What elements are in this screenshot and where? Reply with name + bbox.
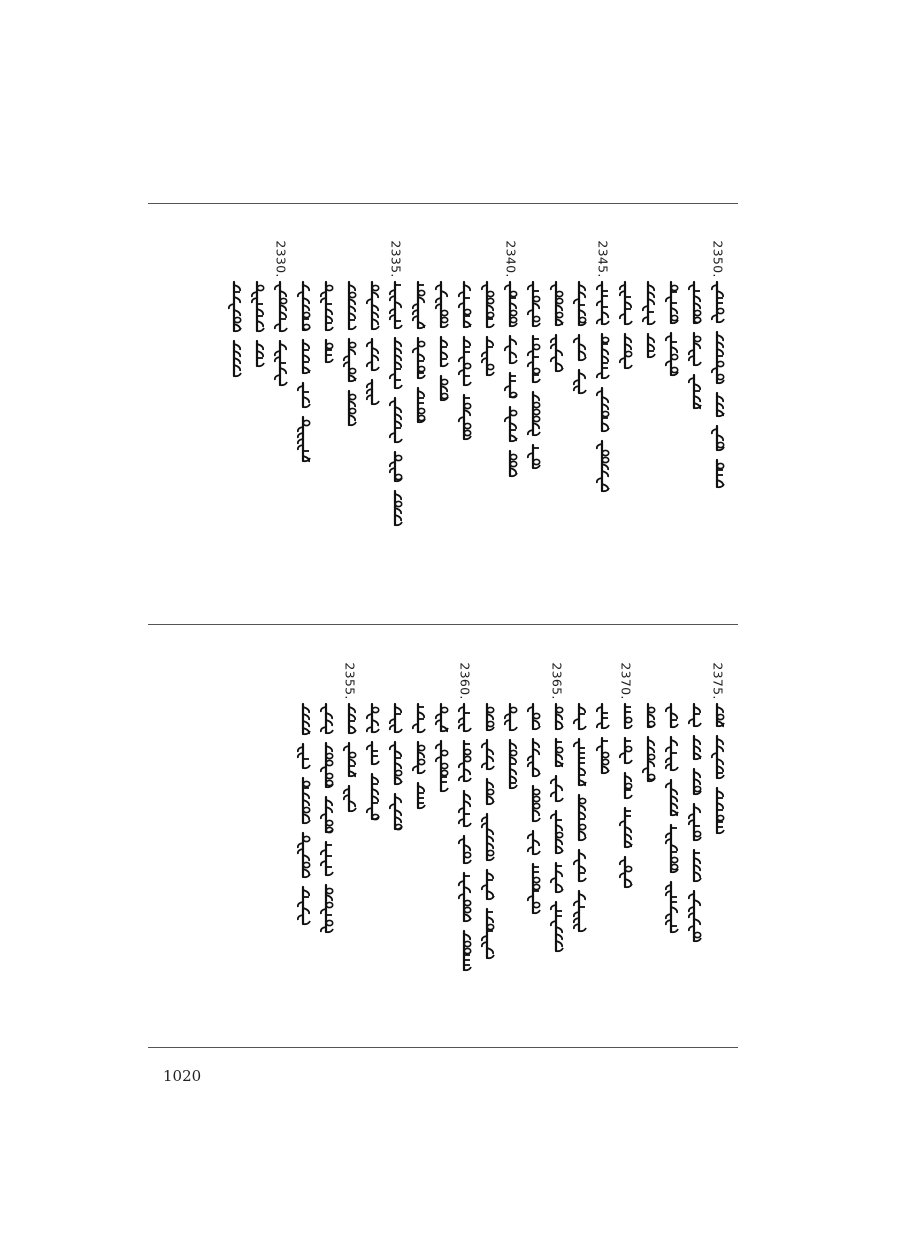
script-word — [275, 341, 287, 385]
script-word — [390, 742, 402, 784]
verse-number — [523, 662, 545, 700]
script-word — [459, 395, 471, 439]
verse-number — [615, 240, 637, 278]
script-word — [459, 791, 471, 826]
mongolian-script-line — [387, 702, 405, 833]
script-word — [436, 704, 448, 732]
verse-number-label: 2370. — [618, 662, 634, 700]
script-word — [482, 740, 494, 769]
mongolian-script-line — [617, 702, 635, 891]
script-word — [303, 704, 310, 734]
verse-number — [661, 240, 683, 278]
mongolian-script-line — [433, 280, 451, 404]
script-word — [689, 804, 701, 840]
script-word — [528, 392, 540, 435]
script-word — [367, 339, 379, 370]
script-word — [528, 445, 540, 468]
script-word — [413, 282, 425, 328]
script-word — [344, 339, 356, 381]
script-word — [321, 842, 333, 875]
script-glyph-svg — [249, 280, 267, 370]
script-word — [505, 704, 517, 730]
script-word — [298, 282, 310, 330]
script-word — [648, 334, 655, 357]
script-glyph-svg — [686, 702, 704, 945]
mongolian-script-line — [709, 280, 727, 491]
script-word — [528, 864, 540, 913]
verse-number — [569, 240, 591, 278]
verse-number — [293, 662, 315, 700]
mongolian-script-line — [709, 702, 727, 837]
verse-number — [500, 240, 522, 278]
verse-number — [362, 662, 384, 700]
script-word — [551, 776, 563, 801]
script-glyph-svg — [525, 702, 543, 917]
mongolian-script-line — [663, 280, 681, 379]
script-word — [298, 417, 310, 462]
script-word — [666, 737, 678, 770]
mongolian-script-line — [686, 280, 704, 412]
mongolian-script-line — [249, 280, 267, 370]
script-word — [298, 887, 310, 924]
script-word — [459, 873, 471, 921]
mongolian-script-line — [410, 702, 428, 812]
verse-number — [707, 240, 729, 278]
script-glyph-svg — [502, 702, 520, 792]
script-word — [597, 738, 609, 773]
middle-rule — [148, 624, 738, 625]
script-word — [505, 336, 517, 363]
script-word — [625, 704, 632, 728]
script-word — [487, 704, 494, 730]
mongolian-script-line — [479, 280, 497, 379]
verse-number — [477, 240, 499, 278]
verse-number — [431, 240, 453, 278]
script-word — [551, 863, 563, 892]
script-word — [349, 391, 356, 425]
script-word — [436, 741, 448, 791]
script-word — [321, 704, 333, 733]
verse-number — [638, 240, 660, 278]
script-glyph-svg — [387, 280, 405, 529]
script-glyph-svg — [686, 280, 704, 412]
script-word — [666, 282, 678, 323]
script-word — [666, 882, 678, 932]
script-glyph-svg — [410, 702, 428, 812]
top-rule — [148, 203, 738, 204]
script-word — [321, 743, 333, 787]
verse-number — [500, 662, 522, 700]
script-glyph-svg — [571, 280, 589, 397]
mongolian-script-line — [571, 280, 589, 397]
mongolian-script-line — [272, 280, 290, 389]
script-word — [459, 282, 471, 327]
script-word — [464, 931, 471, 970]
script-word — [390, 282, 402, 328]
verse-number-label: 2350. — [710, 240, 726, 278]
script-word — [689, 375, 701, 409]
script-word — [321, 885, 333, 932]
verse-number — [224, 240, 246, 278]
verse-number — [408, 662, 430, 700]
script-glyph-svg — [548, 702, 566, 955]
script-word — [367, 380, 379, 404]
script-word — [574, 370, 586, 393]
script-word — [528, 704, 540, 729]
script-word — [367, 742, 379, 764]
script-glyph-svg — [548, 280, 566, 375]
mongolian-script-line — [433, 702, 451, 795]
script-word — [689, 333, 701, 365]
mongolian-script-line — [387, 280, 405, 529]
mongolian-script-line — [686, 702, 704, 945]
mongolian-script-line — [341, 702, 359, 815]
script-word — [482, 909, 494, 958]
script-word — [505, 407, 517, 441]
script-glyph-svg — [433, 280, 451, 404]
script-word — [418, 783, 425, 808]
script-word — [620, 857, 632, 887]
mongolian-script-line — [502, 280, 520, 480]
script-word — [694, 769, 701, 794]
script-word — [390, 338, 402, 388]
script-glyph-svg — [410, 280, 428, 426]
mongolian-script-line — [364, 280, 382, 408]
script-word — [597, 441, 609, 491]
script-word — [574, 850, 586, 881]
script-word — [620, 334, 632, 368]
script-glyph-svg — [479, 702, 497, 962]
bottom-rule — [148, 1047, 738, 1048]
script-word — [459, 704, 471, 731]
mongolian-script-line — [410, 280, 428, 426]
verse-number — [339, 662, 361, 700]
script-word — [505, 373, 517, 398]
script-word — [574, 704, 586, 729]
script-glyph-svg — [295, 280, 313, 465]
verse-number — [615, 662, 637, 700]
script-word — [321, 797, 333, 833]
verse-number — [684, 662, 706, 700]
script-glyph-svg — [594, 280, 612, 495]
verse-number — [454, 240, 476, 278]
script-word — [510, 740, 517, 788]
script-word — [643, 282, 655, 324]
script-word — [712, 282, 724, 322]
script-word — [344, 786, 356, 811]
script-word — [367, 282, 379, 329]
mongolian-script-line — [295, 702, 313, 928]
mongolian-script-line — [640, 280, 658, 361]
script-word — [643, 737, 655, 781]
script-word — [666, 825, 678, 872]
script-word — [303, 778, 310, 823]
script-glyph-svg — [364, 280, 382, 408]
verse-number — [293, 240, 315, 278]
verse-number — [362, 240, 384, 278]
verse-number — [592, 240, 614, 278]
script-word — [574, 891, 586, 931]
script-word — [349, 282, 356, 329]
script-word — [717, 704, 724, 727]
script-word — [574, 335, 586, 360]
script-word — [298, 383, 310, 407]
script-word — [436, 282, 448, 327]
lower-text-block — [148, 662, 738, 1032]
script-glyph-svg — [709, 280, 727, 491]
script-word — [579, 795, 586, 840]
script-glyph-svg — [571, 702, 589, 935]
verse-number — [270, 240, 292, 278]
script-glyph-svg — [479, 280, 497, 379]
verse-number — [546, 662, 568, 700]
mongolian-script-line — [571, 702, 589, 935]
script-word — [390, 794, 402, 830]
script-word — [413, 338, 425, 378]
script-word — [234, 341, 241, 376]
mongolian-script-line — [548, 280, 566, 375]
script-word — [505, 282, 517, 326]
script-word — [666, 704, 678, 727]
script-word — [648, 704, 655, 727]
script-glyph-svg — [272, 280, 290, 389]
script-word — [390, 398, 402, 442]
script-glyph-svg — [663, 280, 681, 379]
verse-number — [661, 662, 683, 700]
mongolian-script-line — [640, 702, 658, 785]
mongolian-script-line — [341, 280, 359, 429]
script-glyph-svg — [502, 280, 520, 480]
mongolian-script-line — [525, 702, 543, 917]
mongolian-script-line — [502, 702, 520, 792]
mongolian-script-line — [663, 702, 681, 936]
script-word — [487, 779, 494, 804]
verse-number — [477, 662, 499, 700]
verse-number — [523, 240, 545, 278]
script-word — [551, 902, 563, 951]
script-word — [482, 814, 494, 860]
script-word — [620, 282, 632, 324]
verse-number — [684, 240, 706, 278]
script-glyph-svg — [341, 702, 359, 815]
verse-number — [247, 240, 269, 278]
script-word — [510, 451, 517, 476]
script-word — [574, 739, 586, 786]
script-word — [344, 743, 356, 777]
script-glyph-svg — [709, 702, 727, 837]
verse-number — [339, 240, 361, 278]
verse-number — [592, 662, 614, 700]
script-word — [459, 836, 471, 863]
script-word — [413, 704, 425, 732]
script-glyph-svg — [295, 702, 313, 928]
verse-number-label: 2365. — [549, 662, 565, 700]
script-glyph-svg — [617, 702, 635, 891]
script-word — [574, 282, 586, 325]
script-word — [413, 742, 425, 773]
mongolian-script-line — [617, 280, 635, 372]
script-glyph-svg — [525, 280, 543, 472]
script-word — [528, 831, 540, 854]
script-word — [712, 332, 724, 383]
script-word — [528, 739, 540, 776]
mongolian-script-line — [295, 280, 313, 465]
page-number: 1020 — [163, 1067, 202, 1085]
script-glyph-svg — [318, 702, 336, 936]
script-word — [689, 891, 701, 941]
verse-number — [546, 240, 568, 278]
script-glyph-svg — [456, 702, 474, 974]
mongolian-script-line — [548, 702, 566, 955]
mongolian-script-line — [318, 280, 336, 366]
script-word — [275, 282, 287, 331]
verse-number — [408, 240, 430, 278]
script-word — [349, 704, 356, 733]
script-word — [303, 340, 310, 373]
script-glyph-svg — [594, 702, 612, 777]
mongolian-script-line — [594, 280, 612, 495]
script-word — [620, 738, 632, 763]
script-word — [418, 388, 425, 422]
script-word — [597, 704, 609, 728]
script-word — [533, 786, 540, 821]
mongolian-script-line — [226, 280, 244, 380]
mongolian-script-line — [318, 702, 336, 936]
script-word — [528, 336, 540, 382]
script-word — [597, 282, 609, 324]
mongolian-script-line — [525, 280, 543, 472]
script-word — [597, 334, 609, 378]
verse-number — [316, 662, 338, 700]
script-word — [625, 773, 632, 798]
mongolian-script-line — [364, 702, 382, 823]
script-word — [694, 736, 701, 759]
script-word — [482, 870, 494, 899]
upper-text-block — [148, 240, 738, 610]
script-word — [257, 341, 264, 366]
script-word — [556, 704, 563, 729]
script-word — [298, 744, 310, 768]
script-word — [367, 704, 379, 732]
verse-number-label: 2360. — [457, 662, 473, 700]
verse-number-label: 2340. — [503, 240, 519, 278]
script-glyph-svg — [640, 280, 658, 361]
script-word — [717, 460, 724, 487]
script-word — [528, 282, 540, 326]
script-word — [551, 335, 563, 371]
script-word — [395, 491, 402, 525]
script-word — [321, 282, 333, 330]
script-word — [689, 282, 701, 323]
script-word — [556, 739, 563, 767]
script-glyph-svg — [617, 280, 635, 372]
script-word — [326, 340, 333, 362]
verse-number-label: 2330. — [273, 240, 289, 278]
script-word — [551, 811, 563, 853]
script-word — [441, 337, 448, 366]
verse-number — [454, 662, 476, 700]
verse-number-label: 2355. — [342, 662, 358, 700]
script-glyph-svg — [341, 280, 359, 429]
script-word — [597, 388, 609, 431]
verse-number — [385, 662, 407, 700]
script-glyph-svg — [387, 702, 405, 833]
verse-number — [385, 240, 407, 278]
script-glyph-svg — [456, 280, 474, 443]
script-word — [620, 808, 632, 847]
verse-number-label: 2345. — [595, 240, 611, 278]
script-glyph-svg — [433, 702, 451, 795]
script-word — [459, 337, 471, 385]
script-word — [298, 833, 310, 877]
verse-number — [707, 662, 729, 700]
script-glyph-svg — [226, 280, 244, 380]
verse-number-label: 2375. — [710, 662, 726, 700]
script-word — [390, 452, 402, 481]
script-word — [666, 333, 678, 375]
verse-number — [638, 662, 660, 700]
script-word — [367, 774, 379, 820]
script-word — [441, 376, 448, 400]
mongolian-script-line — [594, 702, 612, 777]
script-word — [252, 282, 264, 331]
script-word — [694, 850, 701, 881]
script-word — [390, 704, 402, 732]
verse-number — [316, 240, 338, 278]
script-word — [717, 393, 724, 416]
mongolian-script-line — [456, 280, 474, 443]
script-glyph-svg — [364, 702, 382, 823]
script-glyph-svg — [640, 702, 658, 785]
verse-number — [431, 662, 453, 700]
script-word — [712, 736, 724, 778]
script-word — [482, 282, 494, 327]
script-word — [482, 337, 494, 375]
script-word — [717, 788, 724, 833]
script-glyph-svg — [318, 280, 336, 366]
script-word — [689, 704, 701, 726]
script-word — [712, 426, 724, 450]
script-word — [229, 282, 241, 331]
verse-number-label: 2335. — [388, 240, 404, 278]
script-glyph-svg — [663, 702, 681, 936]
script-word — [666, 780, 678, 816]
script-word — [551, 282, 563, 325]
mongolian-script-line — [456, 702, 474, 974]
script-word — [459, 741, 471, 781]
verse-number — [569, 662, 591, 700]
mongolian-script-line — [479, 702, 497, 962]
